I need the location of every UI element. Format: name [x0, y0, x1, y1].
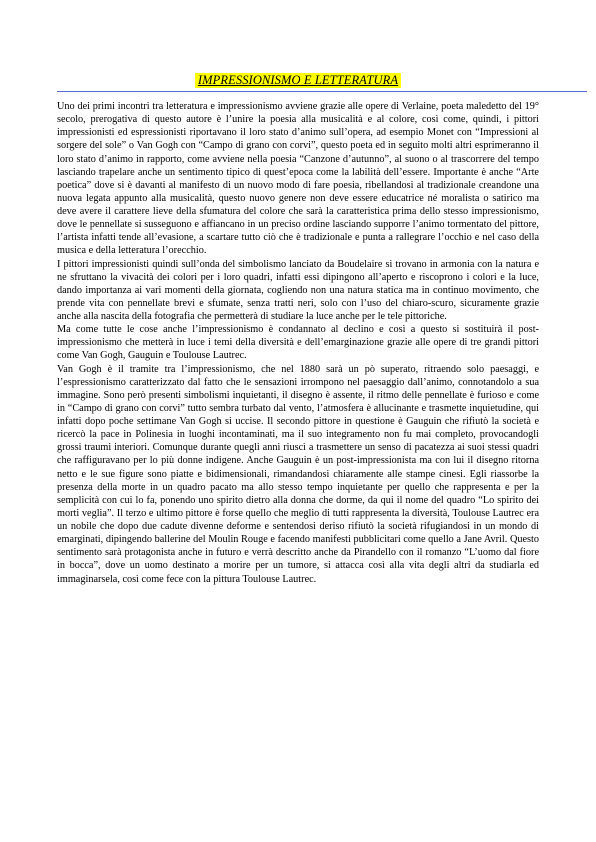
title-divider — [57, 91, 587, 92]
paragraph-verlaine: Uno dei primi incontri tra letteratura e impressionismo avviene grazie alle opere di Verlaine, poeta maledetto del 19° secolo, prerogativa di questo autore è l’unire la poesia alla musicalità e al colore, così come, quindi, i pittori impressionisti ed espressionisti riportavano il loro stato d’animo sull’opera, ad esempio Monet con “Impressioni al sorgere del sole” o Van Gogh con “Campo di grano con corvi”, questo poeta ed in seguito molti altri esprimeranno il loro stato d’animo in rapporto, come avviene nella poesia “Canzone d’autunno”, al suono o al trascorrere del tempo lasciando trapelare anche un sentimento tipico di quest’epoca come la labilità dell’essere. Importante è anche “Arte poetica” dove si è davanti al manifesto di un nuovo modo di fare poesia, ribellandosi al tradizionale creandone una nuova legata appunto alla musicalità, questo nuovo genere non deve essere educatrice né moralista o satirico ma deve avere il carattere lieve della sfumatura del colore che sarà la caratteristica prima dello stesso impressionismo, dove le pennellate si susseguono e affiancano in un preciso ordine lasciando supporre l’animo tormentato del pittore, l’artista infatti tende all’evasione, a scartare tutto ciò che è tradizionale e punta a rallegrare l’occhio e nel caso della musica e della letteratura l’orecchio. — [57, 101, 539, 257]
paragraph-post-impressionism: Ma come tutte le cose anche l’impressionismo è condannato al declino e così a questo si sostituirà il post-impressionismo che metterà in luce i temi della diversità e dell’emarginazione grazie alle opere di tre grandi pittori come Van Gogh, Gauguin e Toulouse Lautrec. — [57, 324, 539, 362]
title-container — [0, 71, 596, 89]
document-body — [57, 100, 539, 586]
document-title: IMPRESSIONISMO E LETTERATURA — [195, 73, 401, 88]
paragraph-van-gogh-gauguin-lautrec: Van Gogh è il tramite tra l’impressionismo, che nel 1880 sarà un pò superato, ritraendo solo paesaggi, e l’espressionismo caratterizzato dal fatto che le sensazioni irrompono nel paesaggio dall’animo, connotandolo a sua immagine. Sono però presenti simbolismi inquietanti, il disegno è assente, il ritmo delle pennellate è furioso e come in “Campo di grano con corvi” tutto sembra turbato dal vento, l’atmosfera è allucinante e trasmette inquietudine, qui infatti dopo poche settimane Van Gogh si uccise. Il secondo pittore in questione è Gauguin che rifiutò la società e ricercò la pace in Polinesia in luoghi incontaminati, ma il suo integramento non fu mai completo, provocandogli grossi traumi interiori. Comunque durante quegli anni riuscì a trasmettere un senso di pacatezza ai suoi stessi quadri che raffiguravano per lo più donne indigene. Anche Gauguin è un post-impressionista ma con lui il disegno ritorna netto e le sue figure sono piatte e bidimensionali, rimandandosi chiaramente alle stampe cinesi. Egli riassorbe la presenza della morte in un quadro pacato ma allo stesso tempo inquietante per quello che rappresenta e per la semplicità con cui lo fa, ponendo uno spirito dietro alla donna che dorme, da qui il nome del quadro “Lo spirito dei morti veglia”. Il terzo e ultimo pittore è forse quello che meglio di tutti rappresenta la diversità, Toulouse Lautrec era un nobile che dopo due cadute divenne deforme e sentendosi deriso rifiutò la società rifugiandosi in un mondo di emarginati, dipingendo ballerine del Moulin Rouge e facendo manifesti pubblicitari come quello a Jane Avril. Questo sentimento sarà protagonista anche in futuro e verrà descritto anche da Pirandello con il romanzo “L’uomo dal fiore in bocca”, dove un uomo destinato a morire per un tumore, si attacca così alla vita degli altri da studiarla ed immaginarsela, così come fece con la pittura Toulouse Lautrec. — [57, 363, 539, 585]
paragraph-impressionist-painters: I pittori impressionisti quindi sull’onda del simbolismo lanciato da Boudelaire si trovano in armonia con la natura e ne sfruttano la vivacità dei colori per i loro quadri, infatti essi dipingono all’aperto e riscoprono i colori e la luce, dando importanza ai vari momenti della giornata, cogliendo non una natura statica ma in continuo movimento, che prende vita con pennellate brevi e sfumate, senza tratti neri, solo con l’uso del chiaro-scuro, sicuramente grazie anche alla nascita della fotografia che permetterà di studiare la luce anche per le tele pittoriche. — [57, 258, 539, 322]
